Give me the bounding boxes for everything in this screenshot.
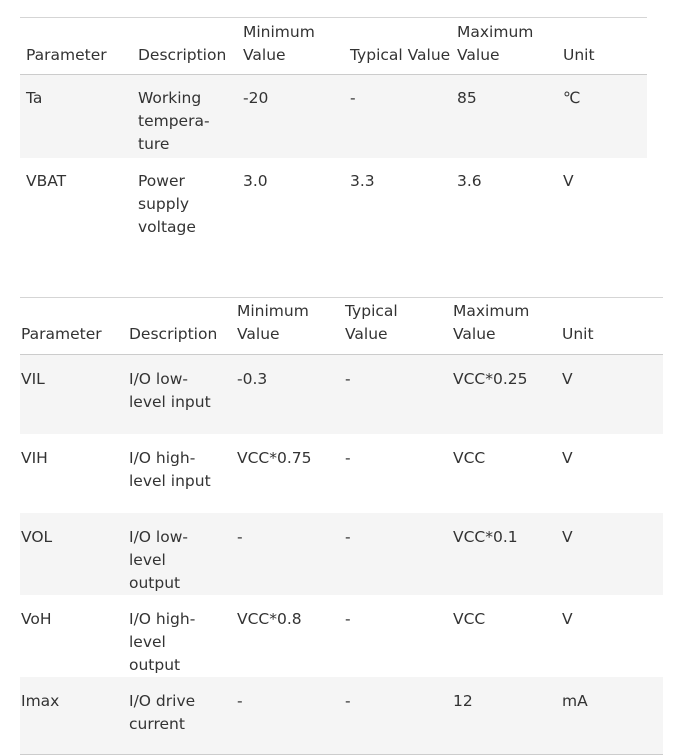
cell-description: I/O high-level output — [129, 609, 196, 674]
cell-description: Working tempera-ture — [138, 75, 243, 158]
cell-parameter: VBAT — [26, 171, 67, 190]
cell-minimum: -20 — [243, 75, 350, 158]
cell-maximum: 12 — [453, 677, 562, 755]
column-header-typical: Typical Value — [345, 298, 453, 355]
column-header-minimum: Minimum Value — [243, 18, 350, 75]
cell-parameter: VIH — [21, 448, 48, 467]
table-row — [20, 434, 663, 513]
cell-typical: - — [350, 75, 457, 158]
cell-unit: ℃ — [563, 75, 647, 158]
cell-minimum: - — [237, 677, 345, 755]
cell-maximum: VCC — [453, 609, 486, 628]
cell-description: Power supply voltage — [138, 171, 196, 236]
column-header-typical: Typical Value — [350, 18, 457, 75]
table-header-row — [20, 18, 647, 75]
cell-typical: 3.3 — [350, 171, 375, 190]
cell-parameter: VoH — [21, 609, 52, 628]
cell-unit: V — [562, 448, 573, 467]
cell-minimum: VCC*0.75 — [237, 448, 312, 467]
cell-minimum: VCC*0.8 — [237, 609, 302, 628]
table-row — [20, 75, 647, 158]
table-row — [20, 355, 663, 434]
cell-minimum: -0.3 — [237, 355, 345, 434]
cell-description: I/O low-level output — [129, 513, 237, 595]
table-header-row — [20, 298, 663, 355]
table-row — [20, 595, 663, 677]
column-header-unit: Unit — [562, 298, 663, 355]
column-header-description: Description — [138, 18, 243, 75]
column-header-unit: Unit — [563, 18, 647, 75]
column-header-minimum: Minimum Value — [237, 298, 345, 355]
cell-unit: V — [562, 355, 663, 434]
cell-parameter: VOL — [20, 513, 129, 595]
operating-conditions-table — [20, 17, 647, 239]
io-characteristics-table — [20, 297, 663, 755]
cell-unit: mA — [562, 677, 663, 755]
cell-maximum: 3.6 — [457, 171, 482, 190]
column-header-parameter: Parameter — [20, 298, 129, 355]
cell-typical: - — [345, 609, 351, 628]
cell-description: I/O high-level input — [129, 448, 211, 490]
cell-maximum: 85 — [457, 75, 563, 158]
cell-description: I/O drive current — [129, 677, 237, 755]
cell-maximum: VCC — [453, 448, 486, 467]
cell-minimum: - — [237, 513, 345, 595]
column-header-description: Description — [129, 298, 237, 355]
cell-minimum: 3.0 — [243, 171, 268, 190]
cell-parameter: Ta — [20, 75, 138, 158]
cell-typical: - — [345, 677, 453, 755]
cell-unit: V — [562, 513, 663, 595]
column-header-maximum: Maximum Value — [453, 298, 562, 355]
cell-description: I/O low-level input — [129, 355, 237, 434]
cell-typical: - — [345, 513, 453, 595]
table-row — [20, 158, 647, 239]
cell-unit: V — [562, 609, 573, 628]
cell-typical: - — [345, 355, 453, 434]
column-header-maximum: Maximum Value — [457, 18, 563, 75]
cell-typical: - — [345, 448, 351, 467]
cell-maximum: VCC*0.1 — [453, 513, 562, 595]
cell-unit: V — [563, 171, 574, 190]
cell-maximum: VCC*0.25 — [453, 355, 562, 434]
column-header-parameter: Parameter — [20, 18, 138, 75]
cell-parameter: VIL — [20, 355, 129, 434]
cell-parameter: Imax — [20, 677, 129, 755]
table-row — [20, 513, 663, 595]
table-row — [20, 677, 663, 755]
